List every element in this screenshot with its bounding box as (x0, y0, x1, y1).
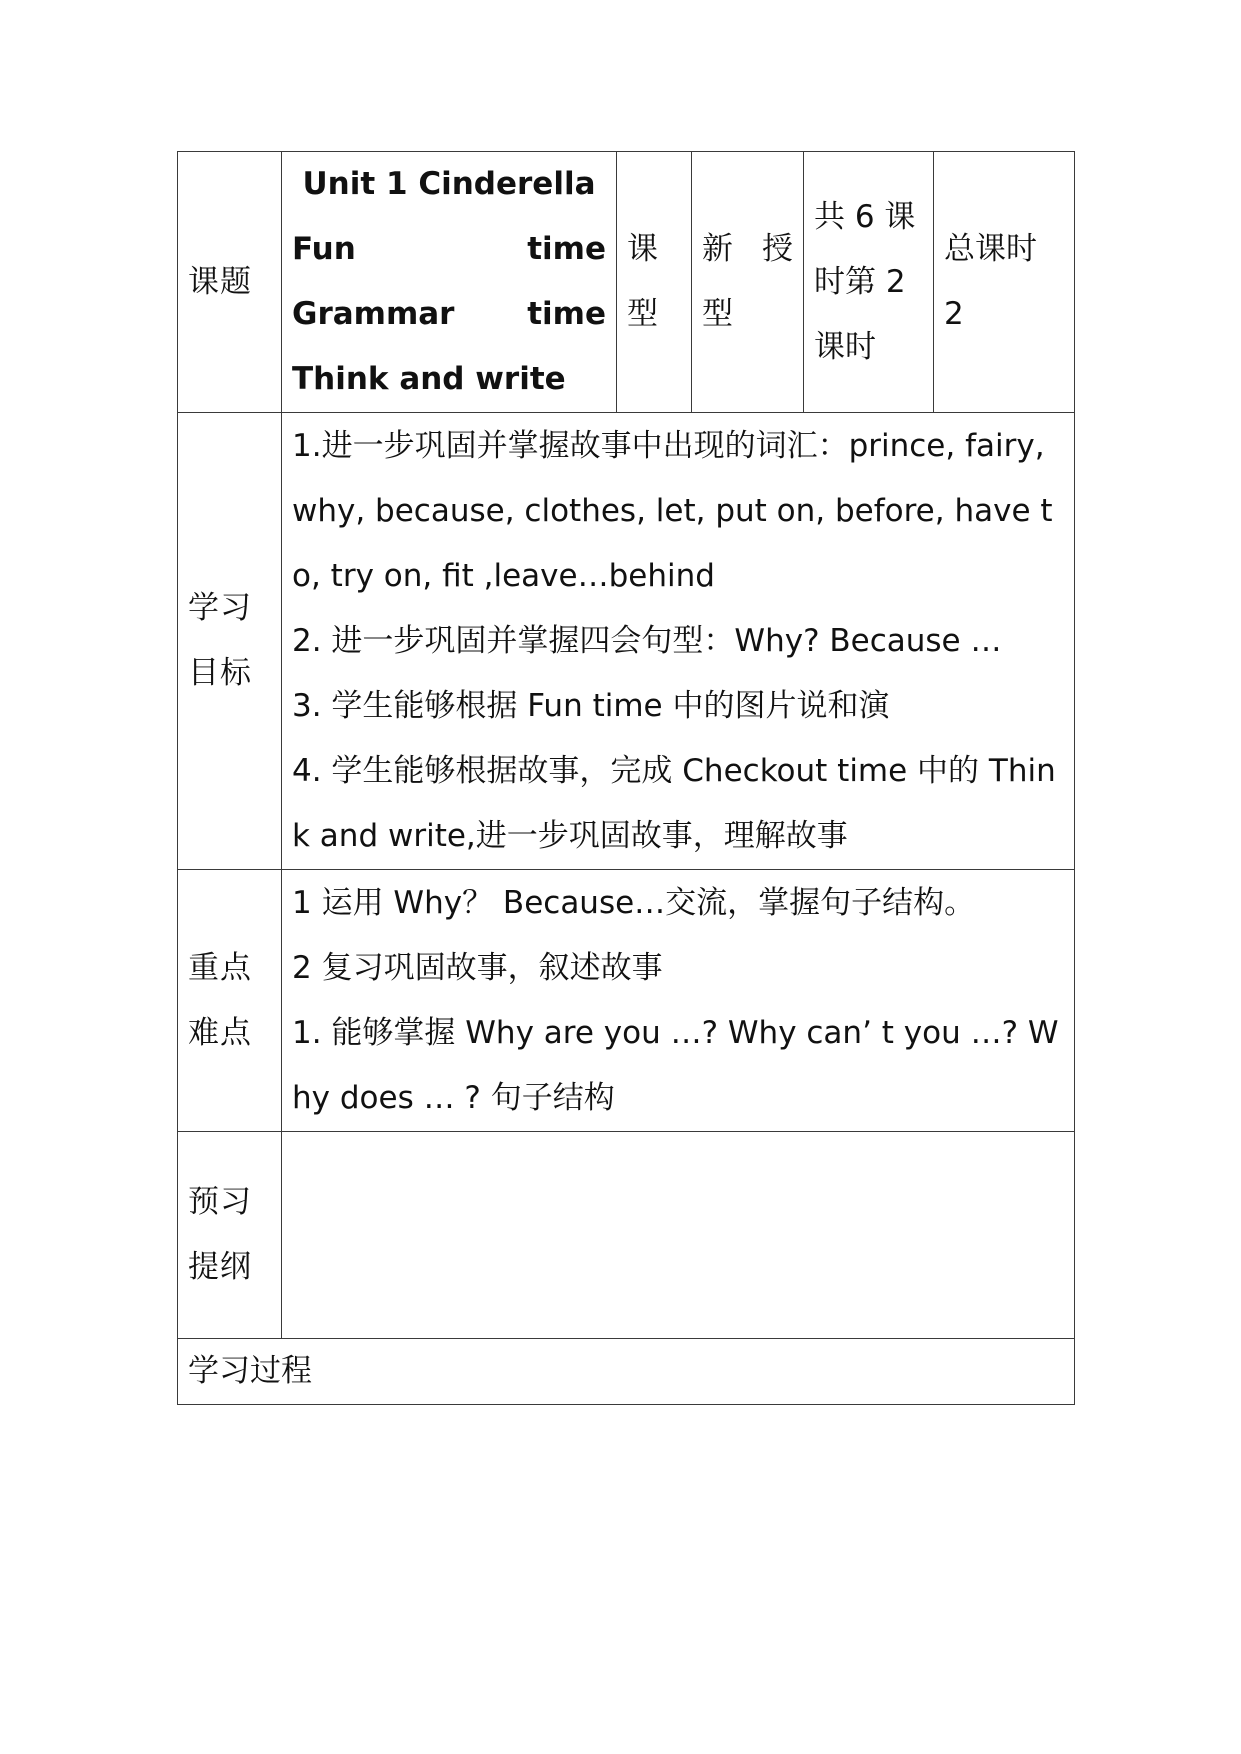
topic-row (178, 152, 1075, 413)
key-points-label-line2: 难点 (188, 1014, 252, 1051)
fun-time-word: time (527, 231, 606, 267)
key-points-label-line1: 重点 (188, 949, 252, 986)
lesson-type-value-line2: 型 (702, 296, 733, 332)
lesson-plan-table (177, 151, 1075, 1405)
topic-label-cell (178, 152, 282, 413)
lesson-title-think-write: Think and write (292, 361, 566, 397)
fun-word: Fun (292, 231, 356, 267)
preview-label-cell (178, 1132, 282, 1339)
process-label: 学习过程 (188, 1353, 312, 1389)
lesson-type-label-line1: 课 (627, 231, 658, 267)
topic-label: 课题 (188, 263, 252, 300)
goals-label-line2: 目标 (188, 655, 252, 691)
goals-label-cell (178, 413, 282, 870)
lesson-title-grammar-time (292, 282, 606, 347)
key-points-row (178, 870, 1075, 1132)
grammar-word: Grammar (292, 296, 455, 332)
process-row (178, 1339, 1075, 1405)
key-points-label-cell (178, 870, 282, 1132)
grammar-time-word: time (527, 296, 606, 332)
process-label-cell (178, 1339, 1075, 1405)
total-periods-cell (934, 152, 1075, 413)
lesson-title-fun-time (292, 217, 606, 282)
lesson-type-shou: 授 (762, 231, 793, 267)
lesson-type-label-line2: 型 (627, 296, 658, 332)
key-point-item-3: 1. 能够掌握 Why are you …? Why can’ t you …? Why does … ? 句子结构 (292, 1014, 1059, 1116)
lesson-type-label-cell (617, 152, 692, 413)
total-periods-value: 2 (944, 296, 964, 332)
lesson-type-value-cell (692, 152, 804, 413)
goal-item-3: 3. 学生能够根据 Fun time 中的图片说和演 (292, 687, 890, 724)
lesson-type-xin: 新 (702, 231, 733, 267)
preview-label-line1: 预习 (188, 1184, 252, 1220)
period-line2: 时第 2 (814, 263, 906, 300)
preview-row (178, 1132, 1075, 1339)
preview-content-cell[interactable] (282, 1132, 1075, 1339)
goal-item-4: 4. 学生能够根据故事，完成 Checkout time 中的 Think and write,进一步巩固故事，理解故事 (292, 752, 1056, 854)
total-periods-label: 总课时 (944, 231, 1037, 267)
lesson-title-unit: Unit 1 Cinderella (302, 166, 596, 202)
goals-content-cell (282, 413, 1075, 870)
period-cell (804, 152, 934, 413)
key-point-item-2: 2 复习巩固故事，叙述故事 (292, 949, 663, 986)
goals-label-line1: 学习 (188, 590, 252, 626)
goal-item-2: 2. 进一步巩固并掌握四会句型：Why? Because … (292, 622, 1002, 659)
lesson-title-cell (282, 152, 617, 413)
goal-item-1: 1.进一步巩固并掌握故事中出现的词汇：prince, fairy, why, because, clothes, let, put on, before, have to, try on, fit ,leave…behind (292, 427, 1053, 594)
goals-row (178, 413, 1075, 870)
period-line3: 课时 (814, 328, 876, 365)
key-points-content-cell (282, 870, 1075, 1132)
key-point-item-1: 1 运用 Why？ Because…交流，掌握句子结构。 (292, 884, 976, 921)
period-line1: 共 6 课 (814, 198, 916, 235)
lesson-type-value-line1 (702, 217, 793, 282)
preview-label-line2: 提纲 (188, 1249, 252, 1285)
